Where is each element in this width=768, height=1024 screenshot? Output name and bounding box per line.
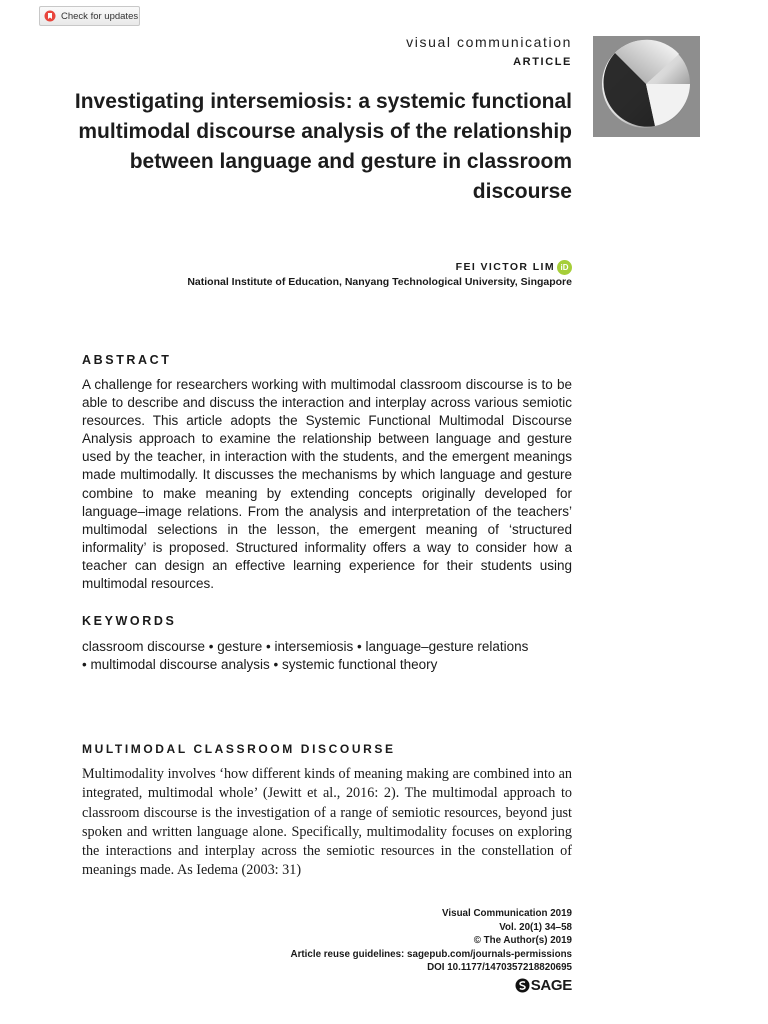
keywords-line-1: classroom discourse • gesture • intersemiosis • language–gesture relations — [82, 639, 529, 654]
publisher-name: SAGE — [530, 977, 572, 994]
keywords-list — [82, 638, 582, 674]
article-title: Investigating intersemiosis: a systemic functional multimodal discourse analysis of the relationship between language and gesture in classroom discourse — [74, 90, 572, 203]
abstract-text: A challenge for researchers working with multimodal classroom discourse is to be able to describe and discuss the interaction and interplay across various semiotic resources. This article adopts the Systemic Functional Multimodal Discourse Analysis approach to examine the relationship between language and gesture used by the teacher, in interaction with the students, and the emergent meanings made multimodally. It discusses the mechanisms by which language and gesture combine to make meaning by extending concepts originally developed for language–image relations. From the analysis and interpretation of the teachers’ multimodal selections in the lesson, the emergent meaning of ‘structured informality’ is proposed. Structured informality offers a way to consider how a teacher can design an effective learning experience for their students using multimodal resources. — [82, 377, 572, 592]
sage-icon — [515, 978, 530, 993]
check-for-updates-button[interactable] — [39, 6, 140, 26]
author-name: FEI VICTOR LIM — [455, 261, 555, 273]
doi[interactable]: DOI 10.1177/1470357218820695 — [427, 962, 572, 973]
journal-name: visual communication — [406, 34, 572, 50]
author-line — [456, 259, 572, 275]
keywords-line-2: • multimodal discourse analysis • systemic functional theory — [82, 657, 438, 673]
journal-logo-graphic — [593, 36, 700, 137]
keywords-heading: KEYWORDS — [82, 614, 177, 628]
publisher-logo — [515, 977, 572, 994]
reuse-guidelines[interactable]: Article reuse guidelines: sagepub.com/journals-permissions — [290, 948, 572, 960]
publication-info — [291, 907, 572, 975]
orcid-icon[interactable]: iD — [557, 260, 572, 275]
copyright: © The Author(s) 2019 — [473, 935, 572, 946]
article-type-label: ARTICLE — [513, 56, 572, 68]
author-affiliation: National Institute of Education, Nanyang Technological University, Singapore — [187, 276, 572, 288]
section-body-text: Multimodality involves ‘how different kinds of meaning making are combined into an integrated, multimodal whole’ (Jewitt et al., 2016: 2). The multimodal approach to classroom discourse is the investigation of a range of semiotic resources, beyond just spoken and written language alone. Specifically, multimodality focuses on exploring the interactions and interplay across the semiotic resources in the constellation of meanings made. As Iedema (2003: 31) — [82, 766, 572, 879]
volume-pages: Vol. 20(1) 34–58 — [499, 921, 572, 933]
section-heading: MULTIMODAL CLASSROOM DISCOURSE — [82, 742, 396, 756]
abstract-heading: ABSTRACT — [82, 353, 172, 367]
journal-logo — [593, 36, 700, 137]
check-for-updates-label: Check for updates — [61, 10, 139, 22]
journal-year: Visual Communication 2019 — [442, 908, 572, 919]
bookmark-icon — [44, 10, 56, 22]
